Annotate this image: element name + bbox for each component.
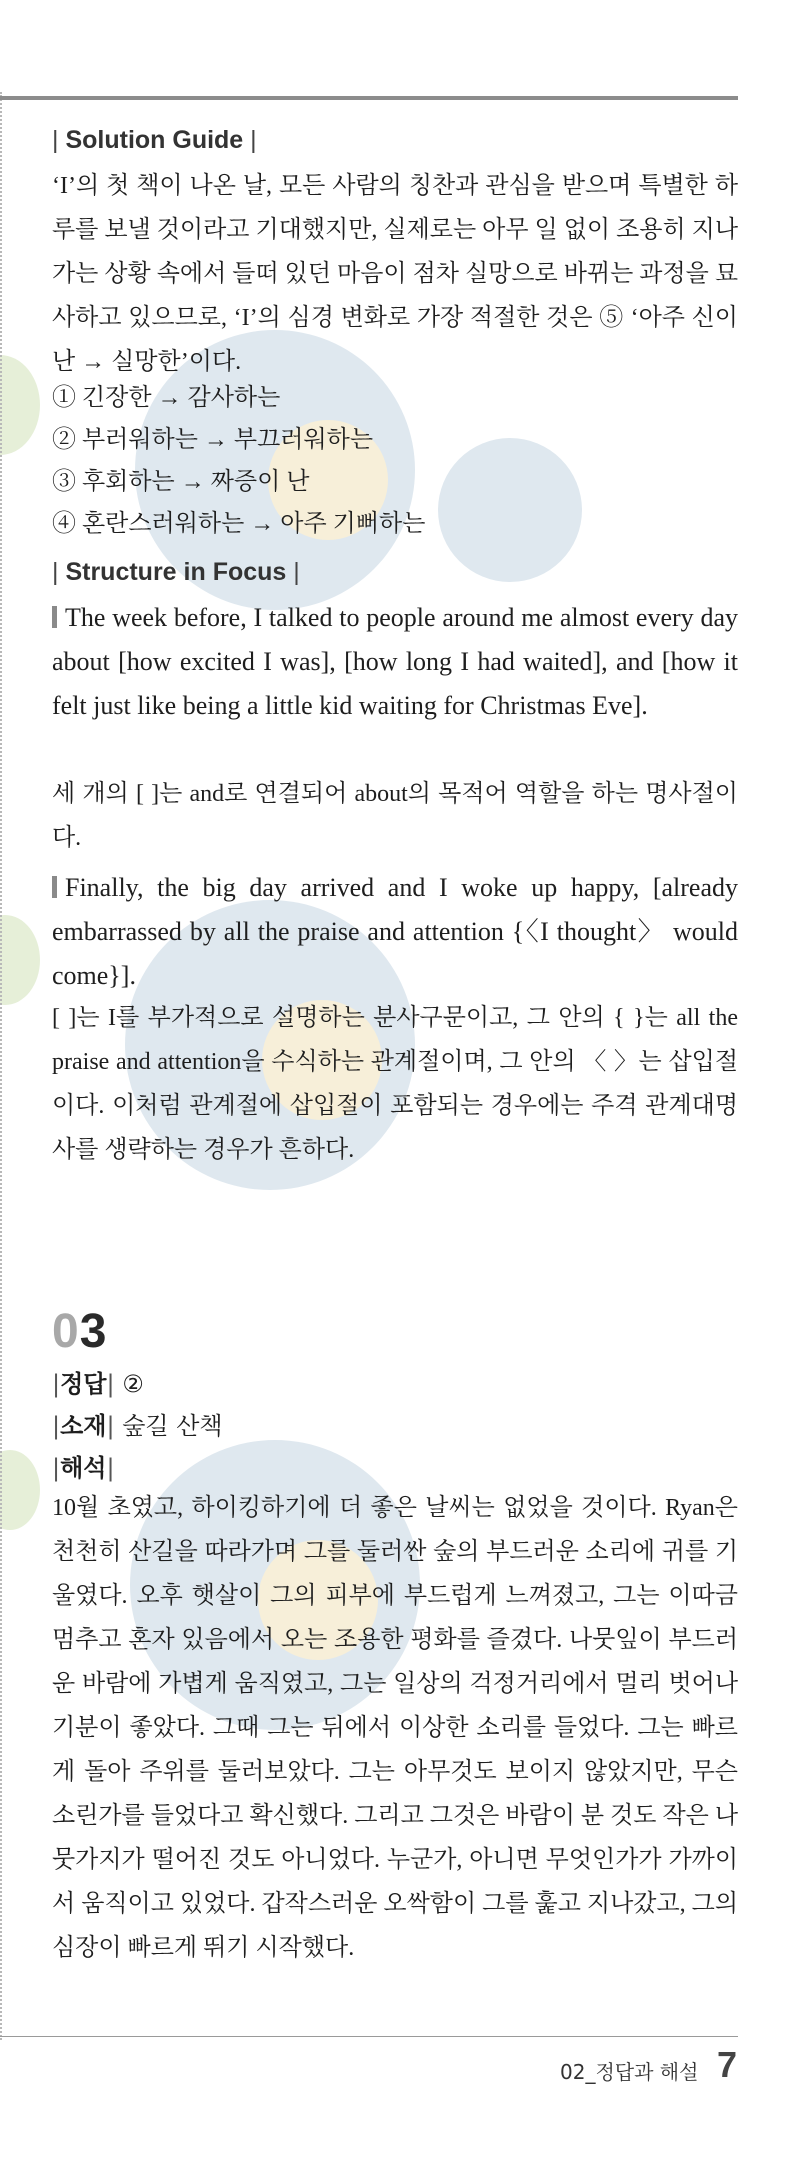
structure-sentence-1: The week before, I talked to people around me almost every day about [how excited I was], [how long I had waited], and [how it felt just like being a little kid waiting for Christmas Eve]. <box>52 603 738 720</box>
option-3: ③ 후회하는 → 짜증이 난 <box>52 469 310 495</box>
translation-label: |해석| <box>52 1454 115 1482</box>
answer-value: ② <box>122 1370 144 1398</box>
option-2: ② 부러워하는 → 부끄러워하는 <box>52 427 374 453</box>
topic-value: 숲길 산책 <box>122 1412 223 1440</box>
footer-section-label: 02_정답과 해설 <box>560 2060 699 2084</box>
decorative-circle <box>0 1450 40 1530</box>
top-rule <box>0 96 738 100</box>
answer-row: |정답| ② <box>52 1370 144 1398</box>
decorative-circle <box>438 438 582 582</box>
margin-dotted-line <box>0 92 2 2040</box>
structure-in-focus-label: | Structure in Focus | <box>52 558 300 586</box>
page-number: 7 <box>717 2044 738 2085</box>
gray-marker <box>52 606 57 628</box>
option-1: ① 긴장한 → 감사하는 <box>52 385 281 411</box>
structure-explanation-2: [ ]는 I를 부가적으로 설명하는 분사구문이고, 그 안의 { }는 all the praise and attention을 수식하는 관계절이며, 그 안의 〈 〉는 삽입절이다. 이처럼 관계절에 삽입절이 포함되는 경우에는 주격 관계대명사를 생략하는 경우가 흔하다. <box>52 1005 738 1163</box>
bottom-rule <box>0 2036 738 2037</box>
option-4: ④ 혼란스러워하는 → 아주 기뻐하는 <box>52 511 426 537</box>
structure-explanation-1: 세 개의 [ ]는 and로 연결되어 about의 목적어 역할을 하는 명사절이다. <box>52 781 738 851</box>
solution-guide-paragraph: ‘I’의 첫 책이 나온 날, 모든 사람의 칭찬과 관심을 받으며 특별한 하루를 보낼 것이라고 기대했지만, 실제로는 아무 일 없이 조용히 지나가는 상황 속에서 들떠 있던 마음이 점차 실망으로 바뀌는 과정을 묘사하고 있으므로, ‘I’의 심경 변화로 가장 적절한 것은 ⑤ ‘아주 신이 난 → 실망한’이다. <box>52 173 738 375</box>
topic-row: |소재| 숲길 산책 <box>52 1412 223 1440</box>
solution-guide-label: | Solution Guide | <box>52 126 257 154</box>
decorative-circle <box>0 915 40 1005</box>
question-number: 03 <box>52 1305 108 1358</box>
gray-marker <box>52 876 57 898</box>
structure-sentence-2: Finally, the big day arrived and I woke up happy, [already embarrassed by all the praise and attention {〈I thought〉 would come}]. <box>52 873 738 990</box>
decorative-circle <box>0 355 40 455</box>
translation-paragraph: 10월 초였고, 하이킹하기에 더 좋은 날씨는 없었을 것이다. Ryan은 천천히 산길을 따라가며 그를 둘러싼 숲의 부드러운 소리에 귀를 기울였다. 오후 햇살이 그의 피부에 부드럽게 느껴졌고, 그는 이따금 멈추고 혼자 있음에서 오는 조용한 평화를 즐겼다. 나뭇잎이 부드러운 바람에 가볍게 움직였고, 그는 일상의 걱정거리에서 멀리 벗어나 기분이 좋았다. 그때 그는 뒤에서 이상한 소리를 들었다. 그는 빠르게 돌아 주위를 둘러보았다. 그는 아무것도 보이지 않았지만, 무슨 소린가를 들었다고 확신했다. 그리고 그것은 바람이 분 것도 작은 나뭇가지가 떨어진 것도 아니었다. 누군가, 아니면 무엇인가가 가까이서 움직이고 있었다. 갑작스러운 오싹함이 그를 훑고 지나갔고, 그의 심장이 빠르게 뛰기 시작했다. <box>52 1495 738 1961</box>
